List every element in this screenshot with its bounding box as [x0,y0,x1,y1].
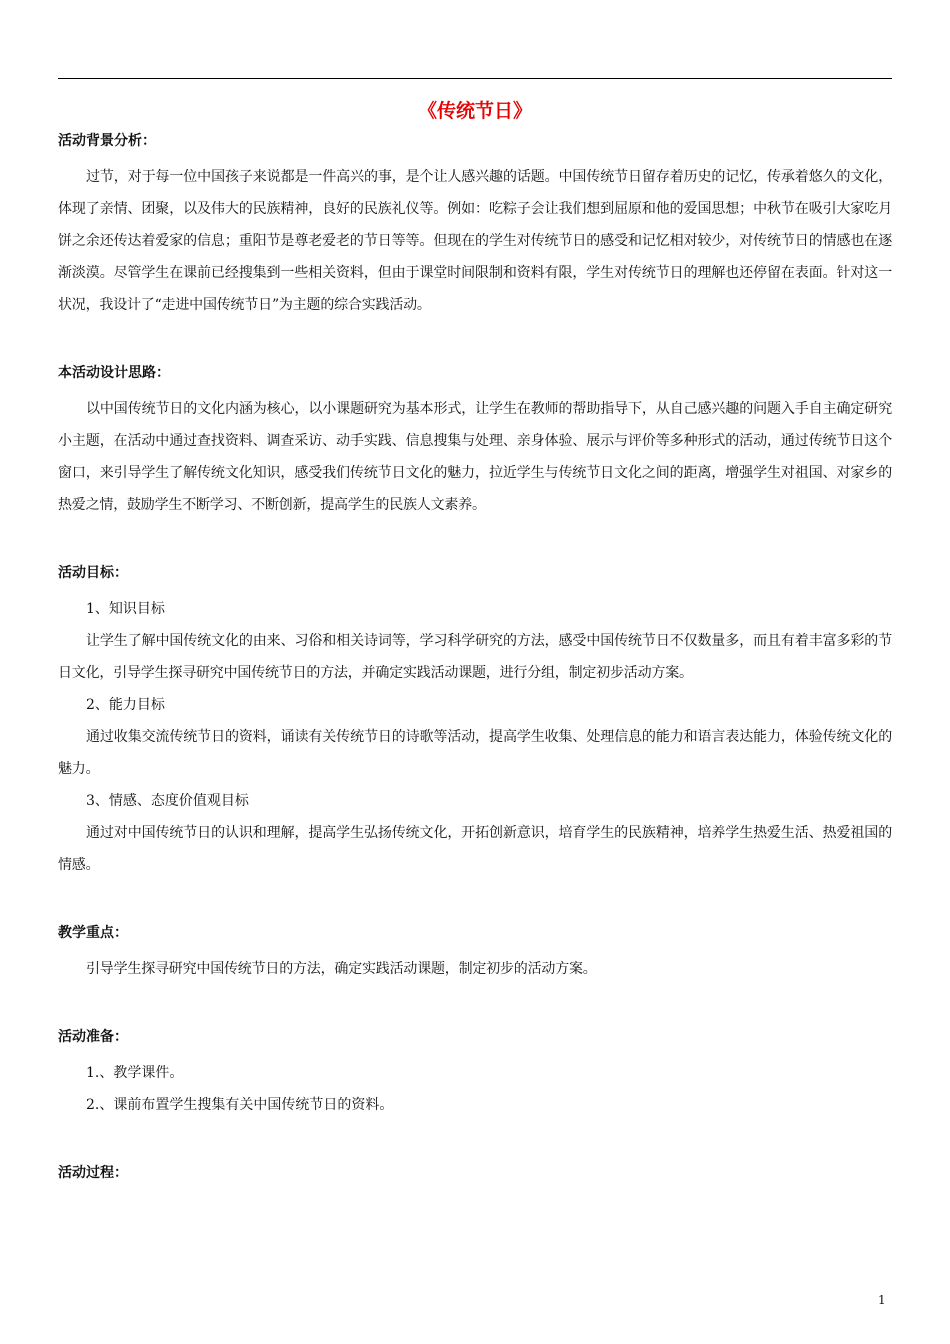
section-preparation [58,1027,892,1121]
document-body [58,131,892,1183]
document-title: 《传统节日》 [417,100,532,122]
section-heading: 活动过程： [58,1165,128,1181]
paragraph: 通过对中国传统节日的认识和理解，提高学生弘扬传统文化，开拓创新意识，培育学生的民族精神，培养学生热爱生活、热爱祖国的情感。 [58,825,892,873]
section-background [58,131,892,321]
section-heading: 教学重点： [58,925,128,941]
section-heading: 活动目标： [58,565,128,581]
section-focus [58,923,892,985]
header-rule [58,78,892,79]
paragraph: 让学生了解中国传统文化的由来、习俗和相关诗词等，学习科学研究的方法，感受中国传统节日不仅数量多，而且有着丰富多彩的节日文化，引导学生探寻研究中国传统节日的方法，并确定实践活动课题，进行分组，制定初步活动方案。 [58,633,892,681]
list-item-title: 1、知识目标 [86,601,165,617]
page-number: 1 [878,1293,886,1307]
list-item: 2.、课前布置学生搜集有关中国传统节日的资料。 [86,1097,394,1113]
section-heading: 活动背景分析： [58,133,156,149]
list-item-title: 2、能力目标 [86,697,165,713]
paragraph: 过节，对于每一位中国孩子来说都是一件高兴的事，是个让人感兴趣的话题。中国传统节日留存着历史的记忆，传承着悠久的文化，体现了亲情、团聚，以及伟大的民族精神，良好的民族礼仪等。例如：吃粽子会让我们想到屈原和他的爱国思想；中秋节在吸引大家吃月饼之余还传达着爱家的信息；重阳节是尊老爱老的节日等等。但现在的学生对传统节日的感受和记忆相对较少，对传统节日的情感也在逐渐淡漠。尽管学生在课前已经搜集到一些相关资料，但由于课堂时间限制和资料有限，学生对传统节日的理解也还停留在表面。针对这一状况，我设计了“走进中国传统节日”为主题的综合实践活动。 [58,169,892,313]
section-heading: 本活动设计思路： [58,365,170,381]
list-item-title: 3、情感、态度价值观目标 [86,793,249,809]
section-process [58,1163,892,1183]
list-item: 1.、教学课件。 [86,1065,184,1081]
paragraph: 通过收集交流传统节日的资料，诵读有关传统节日的诗歌等活动，提高学生收集、处理信息的能力和语言表达能力，体验传统文化的魅力。 [58,729,892,777]
paragraph: 以中国传统节日的文化内涵为核心，以小课题研究为基本形式，让学生在教师的帮助指导下，从自己感兴趣的问题入手自主确定研究小主题，在活动中通过查找资料、调查采访、动手实践、信息搜集与处理、亲身体验、展示与评价等多种形式的活动，通过传统节日这个窗口，来引导学生了解传统文化知识，感受我们传统节日文化的魅力，拉近学生与传统节日文化之间的距离，增强学生对祖国、对家乡的热爱之情，鼓励学生不断学习、不断创新，提高学生的民族人文素养。 [58,401,892,513]
section-design [58,363,892,521]
section-heading: 活动准备： [58,1029,128,1045]
paragraph: 引导学生探寻研究中国传统节日的方法，确定实践活动课题，制定初步的活动方案。 [86,961,597,977]
section-goals [58,563,892,881]
